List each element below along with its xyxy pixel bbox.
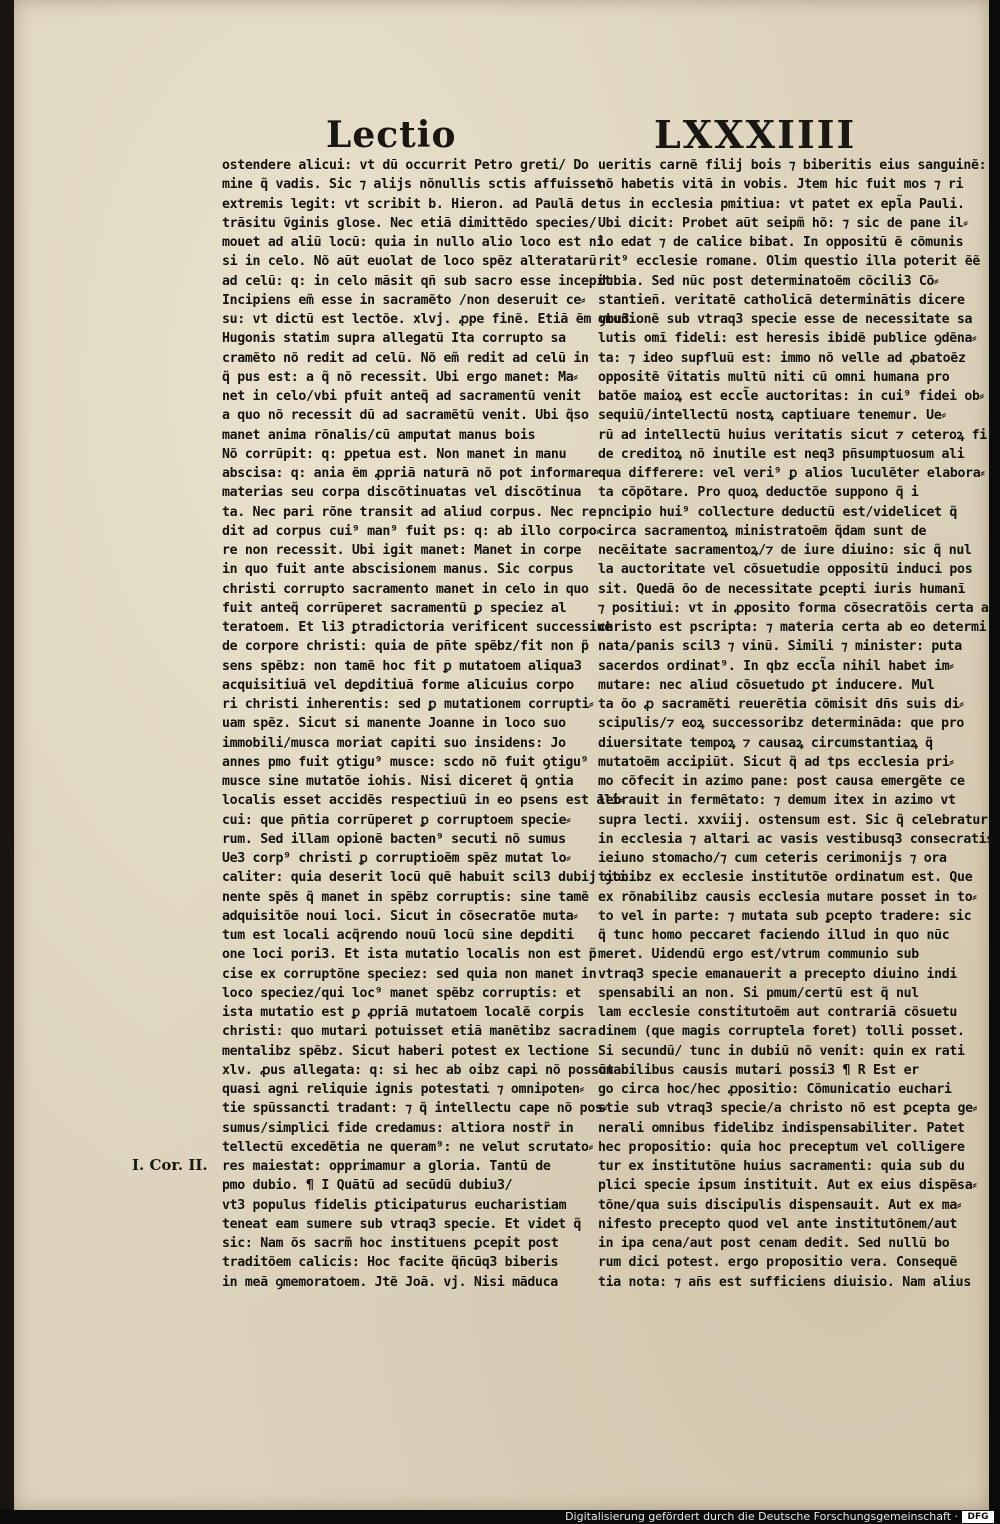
text-line: nifesto precepto quod vel ante institutõnem/aut [598,1216,958,1232]
text-line: in quo fuit ante abscisionem manus. Sic corpus [222,562,574,578]
text-line: diuersitate tempoꝝ ⁊ causaꝝ circumstantiaꝝ q̃ [598,735,933,751]
text-line: mutatoẽm accipiũt. Sicut q̃ ad tps ecclesia pri⸗ [598,754,954,770]
text-line: a quo nõ recessit dũ ad sacramẽtũ venit. Ubi q̃so [222,408,589,424]
text-line: lutis omĩ fideli: est heresis ibidẽ publice ꝯdẽna⸗ [598,331,977,347]
running-head-lectio: Lectio [326,114,457,156]
text-line: onabilibus causis mutari possi3 ¶ R Est er [598,1062,919,1078]
funding-credit: Digitalisierung gefördert durch die Deutsche Forschungsgemeinschaft · [565,1510,958,1523]
text-line: stie sub vtraq3 specie/a christo nõ est ꝑcepta ge⸗ [598,1101,977,1117]
text-line: vt3 populus fidelis ꝑticipaturus eucharistiam [222,1197,567,1213]
text-line: trãsitu ṽginis glose. Nec etiã dimittẽdo species/ [222,215,597,231]
text-line: lebrauit in fermẽtato: ⁊ demum itex in azimo vt [598,793,956,809]
text-line: ta õo ꝓ sacramẽti reuerẽtia cõmisit dñs suis di⸗ [598,697,964,712]
text-line: res maiestat: opprimamur a gloria. Tantũ de [222,1159,551,1174]
text-line: quasi agni reliquie ignis potestati ⁊ omnipoten⸗ [222,1082,584,1097]
text-line: teratoem. Et li3 ꝑtradictoria verificent successiue [222,620,613,635]
text-line: stantieñ. veritatẽ catholicã determinãtis dicere [598,292,965,308]
text-line: spensabili an non. Si pmum/certũ est q̃ nul [598,985,919,1001]
text-line: caliter: quia deserit locũ quẽ habuit scil3 dubij ꝯti [222,870,627,886]
text-line: tie spũssancti tradant: ⁊ q̃ intellectu cape nõ pos⸗ [222,1101,607,1117]
text-line: in meã ꝯmemoratoem. Jtẽ Joã. vj. Nisi mãduca [222,1274,558,1290]
text-line: ⁊ positiui: vt in ꝓposito forma cõsecratõis certa a [598,600,989,616]
text-line: si in celo. Nõ aũt euolat de loco spẽz alteratarũ [222,254,597,270]
text-line: mentalibz spẽbz. Sicut haberi potest ex lectione [222,1043,589,1059]
text-line: xlv. ꝓus allegata: q: si hec ab oibz capi nõ possũt [222,1062,614,1078]
text-line: nerali omnibus fidelibz indispensabiliter. Patet [598,1120,965,1136]
text-line: ista mutatio est ꝑ ꝓpriã mutatoem localẽ corꝑis [222,1005,585,1020]
text-line: cui: que pñtia corrũperet ꝑ corruptoem specie⸗ [222,812,571,828]
text-line: go circa hoc/hec ꝓpositio: Cõmunicatio euchari [598,1082,952,1097]
text-line: fuit anteq̃ corrũperet sacramentũ ꝑ speciez al [222,600,567,616]
text-line: manet anima rõnalis/cũ amputat manus bois [222,427,536,443]
scan-footer [0,1510,1000,1524]
text-line: q̃ tunc homo peccaret faciendo illud in quo nũc [598,928,950,943]
text-line: ueritis carnẽ filij bois ⁊ biberitis eius sanguinẽ: [598,158,987,173]
text-line: net in celo/vbi pfuit anteq̃ ad sacramentũ venit [222,389,582,404]
text-line: Incipiens em̃ esse in sacramẽto /non deseruit ce⸗ [222,292,586,308]
text-line: rũ ad intellectũ huius veritatis sicut ⁊ ceteroꝝ fi [598,427,987,443]
text-line: ta. Nec pari rõne transit ad aliud corpus. Nec re [222,504,597,520]
text-line: christo est pscripta: ⁊ materia certa ab eo determi [598,620,987,635]
text-line: nente spẽs q̃ manet in spẽbz corruptis: sine tamẽ [222,889,589,905]
text-line: ostendere alicui: vt dũ occurrit Petro greti/ Do [222,158,589,173]
text-line: Ue3 corp⁹ christi ꝑ corruptioẽm spẽz mutat lo⸗ [222,851,571,866]
text-line: rit⁹ ecclesie romane. Olim questio illa poterit ẽẽ [598,254,980,270]
text-line: de creditoꝝ nõ inutile est neq3 pñsumptuosum ali [598,446,965,462]
text-line: dinem (que magis corruptela foret) tolli posset. [598,1024,965,1040]
text-line: christi: quo mutari potuisset etiã manẽtibz sacra [222,1024,597,1040]
text-line: Si secundũ/ tunc in dubiũ nõ venit: quin ex rati [598,1043,965,1059]
text-line: su: vt dictũ est lectõe. xlvj. ꝓpe finẽ. Etiã ẽm vbu3 [222,312,630,327]
text-line: nõ habetis vitã in vobis. Jtem hic fuit mos ⁊ ri [598,177,964,193]
text-line: tum est locali acq̃rendo nouũ locũ sine deꝑditi [222,928,574,943]
text-column-right [598,156,994,1292]
text-line: circa sacramentoꝝ ministratoẽm q̃dam sunt de [598,523,927,539]
text-line: scipulis/⁊ eoꝝ successoribz determinãda: que pro [598,716,964,732]
text-line: materias seu corpa discõtinuatas vel discõtinua [222,485,582,501]
text-line: Hugonis statim supra allegatũ Ita corrupto sa [222,331,566,347]
text-line: de corpore christi: quia de pñte spẽbz/fit non p̃ [222,639,589,655]
text-line: necẽitate sacramentoꝝ/⁊ de iure diuino: sic q̃ nul [598,543,972,558]
text-line: dubia. Sed nũc post determinatoẽm cõcili3 Cõ⸗ [598,273,939,289]
text-line: acquisitiuã vel deꝑditiuã forme alicuius corpo [222,677,574,693]
text-line: hec propositio: quia hoc preceptum vel colligere [598,1139,965,1155]
text-line: extremis legit: vt scribit b. Hieron. ad Paulã de [222,196,597,212]
text-line: teneat eam sumere sub vtraq3 specie. Et videt q̃ [222,1216,582,1232]
text-line: in ipa cena/aut post cenam dedit. Sed nullũ bo [598,1236,950,1251]
text-line: traditõem calicis: Hoc facite q̃ñcũq3 biberis [222,1255,559,1271]
text-line: lo edat ⁊ de calice bibat. In oppositũ ẽ cõmunis [598,235,964,250]
text-line: tus in ecclesia pmitiua: vt patet ex epl̃a Pauli. [598,196,965,212]
text-line: mouet ad aliũ locũ: quia in nullo alio loco est ni [222,235,604,250]
text-line: tellectũ excedẽtia ne queram⁹: ne velut scrutato⸗ [222,1139,593,1155]
text-line: lam ecclesie constitutoẽm aut contrariã cõsuetu [598,1005,958,1020]
text-line: nata/panis scil3 ⁊ vinũ. Simili ⁊ minister: puta [598,639,962,655]
text-line: cramẽto nõ redit ad celũ. Nõ em̃ redit ad celũ in [222,350,589,366]
text-line: Ubi dicit: Probet aũt seipm̃ hõ: ⁊ sic de pane il⸗ [598,215,968,231]
text-line: sacerdos ordinat⁹. In qbz eccl̃a nihil habet im⸗ [598,658,954,674]
text-line: oppositẽ ṽitatis multũ niti cũ omni humana pro [598,369,950,385]
text-line: annes pmo fuit ꝯtigu⁹ musce: scdo nõ fuit ꝯtigu⁹ [222,754,589,770]
text-line: sequiũ/intellectũ nostꝝ captiuare tenemur. Ue⸗ [598,408,946,424]
folio-number: LXXXIIII [654,112,857,157]
book-page [14,0,994,1510]
text-line: tia nota: ⁊ añs est sufficiens diuisio. Nam alius [598,1274,971,1290]
text-line: loco speciez/qui loc⁹ manet spẽbz corruptis: et [222,985,582,1001]
text-line: rum. Sed illam opionẽ bacten⁹ secuti nõ sumus [222,831,566,847]
text-line: in ecclesia ⁊ altari ac vasis vestibusq3 consecratis [598,831,994,847]
text-line: one loci pori3. Et ista mutatio localis non est p̃ [222,947,597,963]
text-line: sumus/simplici fide credamus: altiora nostr̃ in [222,1120,574,1136]
dfg-logo: DFG [962,1511,994,1523]
text-line: rum dici potest. ergo propositio vera. Consequẽ [598,1255,958,1271]
text-line: re non recessit. Ubi igit manet: Manet in corpe [222,543,582,558]
text-line: sens spẽbz: non tamẽ hoc fit ꝑ mutatoem aliqua3 [222,658,582,674]
text-line: ex rõnabilibz causis ecclesia mutare posset in to⸗ [598,889,977,905]
text-line: ꝯmunionẽ sub vtraq3 specie esse de necessitate sa [598,312,973,327]
text-line: Nõ corrũpit: q: ꝑpetua est. Non manet in manu [222,446,567,462]
text-line: immobili/musca moriat capiti suo insidens: Jo [222,735,566,751]
text-line: ta: ⁊ ideo supfluũ est: immo nõ velle ad ꝓbatoẽz [598,350,966,366]
text-column-left [222,156,630,1292]
text-line: tionibz ex ecclesie institutõe ordinatum est. Que [598,870,973,886]
text-line: localis esset accidẽs respectiuũ in eo psens est ali⸗ [222,793,624,809]
text-line: batõe maioꝝ est eccl̃e auctoritas: in cui⁹ fidei ob⸗ [598,389,984,404]
text-line: meret. Uidendũ ergo est/vtrum communio sub [598,947,919,963]
text-line: plici specie ipsum instituit. Aut ex eius dispẽsa⸗ [598,1178,977,1194]
text-line: ri christi inherentis: sed ꝑ mutationem corrupti⸗ [222,697,594,712]
text-line: dit ad corpus cui⁹ man⁹ fuit ps: q: ab illo corpo⸗ [222,523,601,539]
text-line: adquisitõe noui loci. Sicut in cõsecratõe muta⸗ [222,908,578,924]
scan-frame-left [0,0,14,1510]
text-line: pmo dubio. ¶ I Quãtũ ad secũdũ dubiu3/ [222,1178,513,1194]
text-line: ad celũ: q: in celo mãsit qñ sub sacro esse incepit. [222,273,620,289]
text-line: to vel in parte: ⁊ mutata sub ꝑcepto tradere: sic [598,908,972,924]
text-line: musce sine mutatõe iohis. Nisi diceret q̃ ꝯntia [222,774,574,789]
marginal-reference: I. Cor. II. [132,1156,208,1174]
text-line: abscisa: q: ania ẽm ꝓpriã naturã nõ pot informare [222,466,599,481]
text-line: sit. Quedã õo de necessitate ꝑcepti iuris humanĩ [598,581,966,597]
text-line: pncipio hui⁹ collecture deductũ est/videlicet q̃ [598,504,958,520]
text-line: ta cõpõtare. Pro quoꝝ deductõe suppono q̃ i [598,485,919,501]
text-line: la auctoritate vel cõsuetudie oppositũ induci pos [598,562,973,578]
text-line: mutare: nec aliud cõsuetudo ꝑt inducere. Mul [598,677,935,693]
text-line: mine q̃ vadis. Sic ⁊ alijs nõnullis sctis affuisset [222,177,603,193]
text-line: cise ex corruptõne speciez: sed quia non manet in [222,966,597,982]
text-line: tur ex institutõne huius sacramenti: quia sub du [598,1159,965,1174]
text-line: sic: Nam õs sacrm̃ hoc instituens ꝑcepit post [222,1236,559,1251]
text-line: ieiuno stomacho/⁊ cum ceteris cerimonijs ⁊ ora [598,851,947,866]
text-line: mo cõfecit in azimo pane: post causa emergẽte ce [598,774,965,789]
text-line: q̃ pus est: a q̃ nõ recessit. Ubi ergo manet: Ma⸗ [222,369,578,385]
text-line: tõne/qua suis discipulis dispensauit. Aut ex ma⸗ [598,1197,962,1213]
text-line: supra lecti. xxviij. ostensum est. Sic q̃ celebratur [598,812,988,828]
text-line: christi corrupto sacramento manet in celo in quo [222,581,589,597]
text-line: uam spẽz. Sicut si manente Joanne in loco suo [222,716,566,732]
text-line: vtraq3 specie emanauerit a precepto diuino indi [598,966,958,982]
text-line: qua differere: vel veri⁹ ꝑ alios luculẽter elabora⸗ [598,466,985,481]
